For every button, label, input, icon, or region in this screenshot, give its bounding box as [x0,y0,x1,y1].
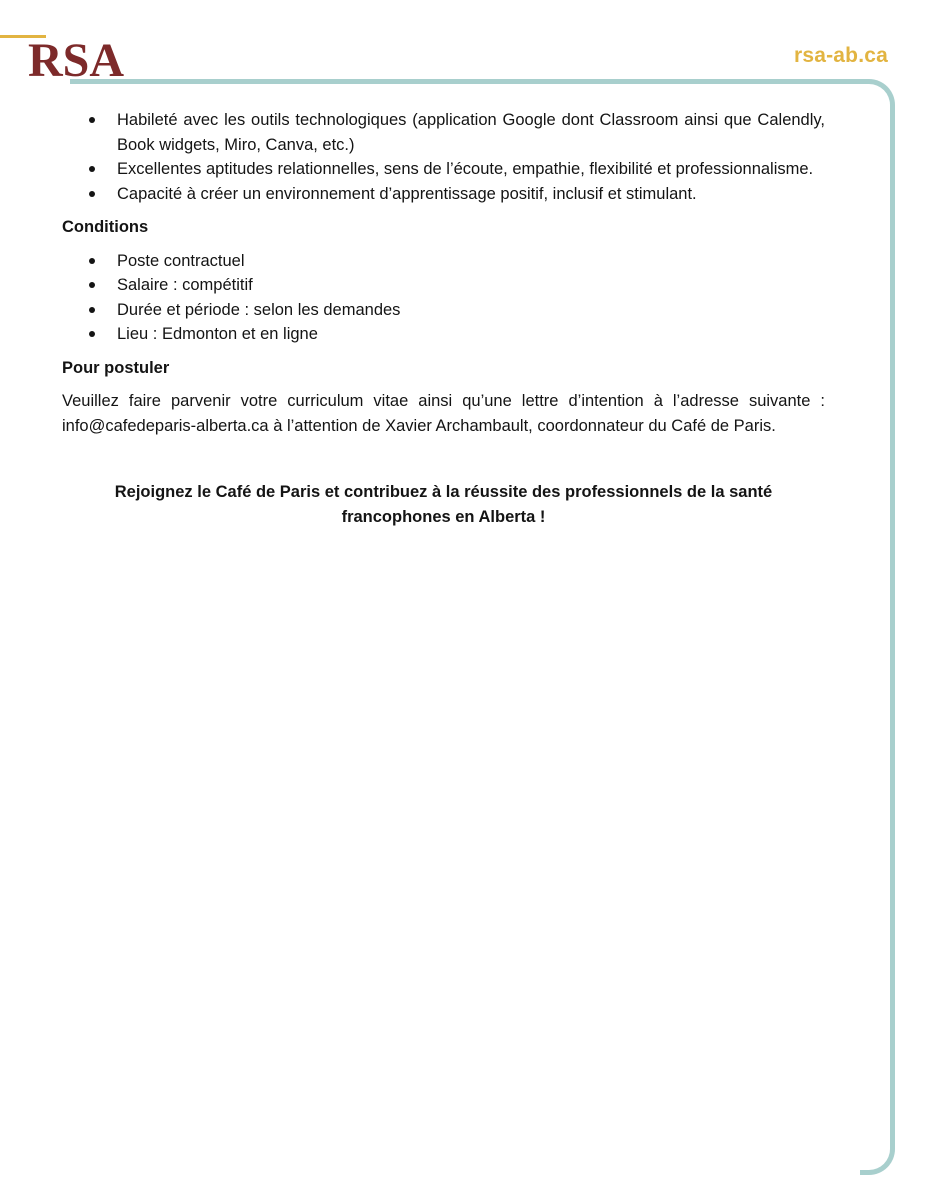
list-item: Durée et période : selon les demandes [62,298,825,323]
list-item: Capacité à créer un environnement d’apprentissage positif, inclusif et stimulant. [62,182,825,207]
list-item: Excellentes aptitudes relationnelles, sens de l’écoute, empathie, flexibilité et professionnalisme. [62,157,825,182]
apply-paragraph: Veuillez faire parvenir votre curriculum vitae ainsi qu’une lettre d’intention à l’adresse suivante : info@cafedeparis-alberta.ca à l’attention de Xavier Archambault, coordonnateur du Café de Paris. [62,392,825,435]
svg-text:RSA: RSA [28,34,125,86]
conditions-list [62,249,825,347]
list-item: Habileté avec les outils technologiques (application Google dont Classroom ainsi que Calendly, Book widgets, Miro, Canva, etc.) [62,108,825,157]
apply-heading: Pour postuler [62,358,170,377]
site-url[interactable]: rsa-ab.ca [793,44,888,67]
list-item: Salaire : compétitif [62,273,825,298]
conditions-heading: Conditions [62,218,149,236]
rsa-logo-mark [26,30,126,86]
list-item: Poste contractuel [62,249,825,274]
skills-list [62,108,825,206]
closing-statement: Rejoignez le Café de Paris et contribuez à la réussite des professionnels de la santé francophones en Alberta ! [114,483,773,526]
rsa-logo [26,30,126,86]
document-body [62,108,825,529]
list-item: Lieu : Edmonton et en ligne [62,322,825,347]
